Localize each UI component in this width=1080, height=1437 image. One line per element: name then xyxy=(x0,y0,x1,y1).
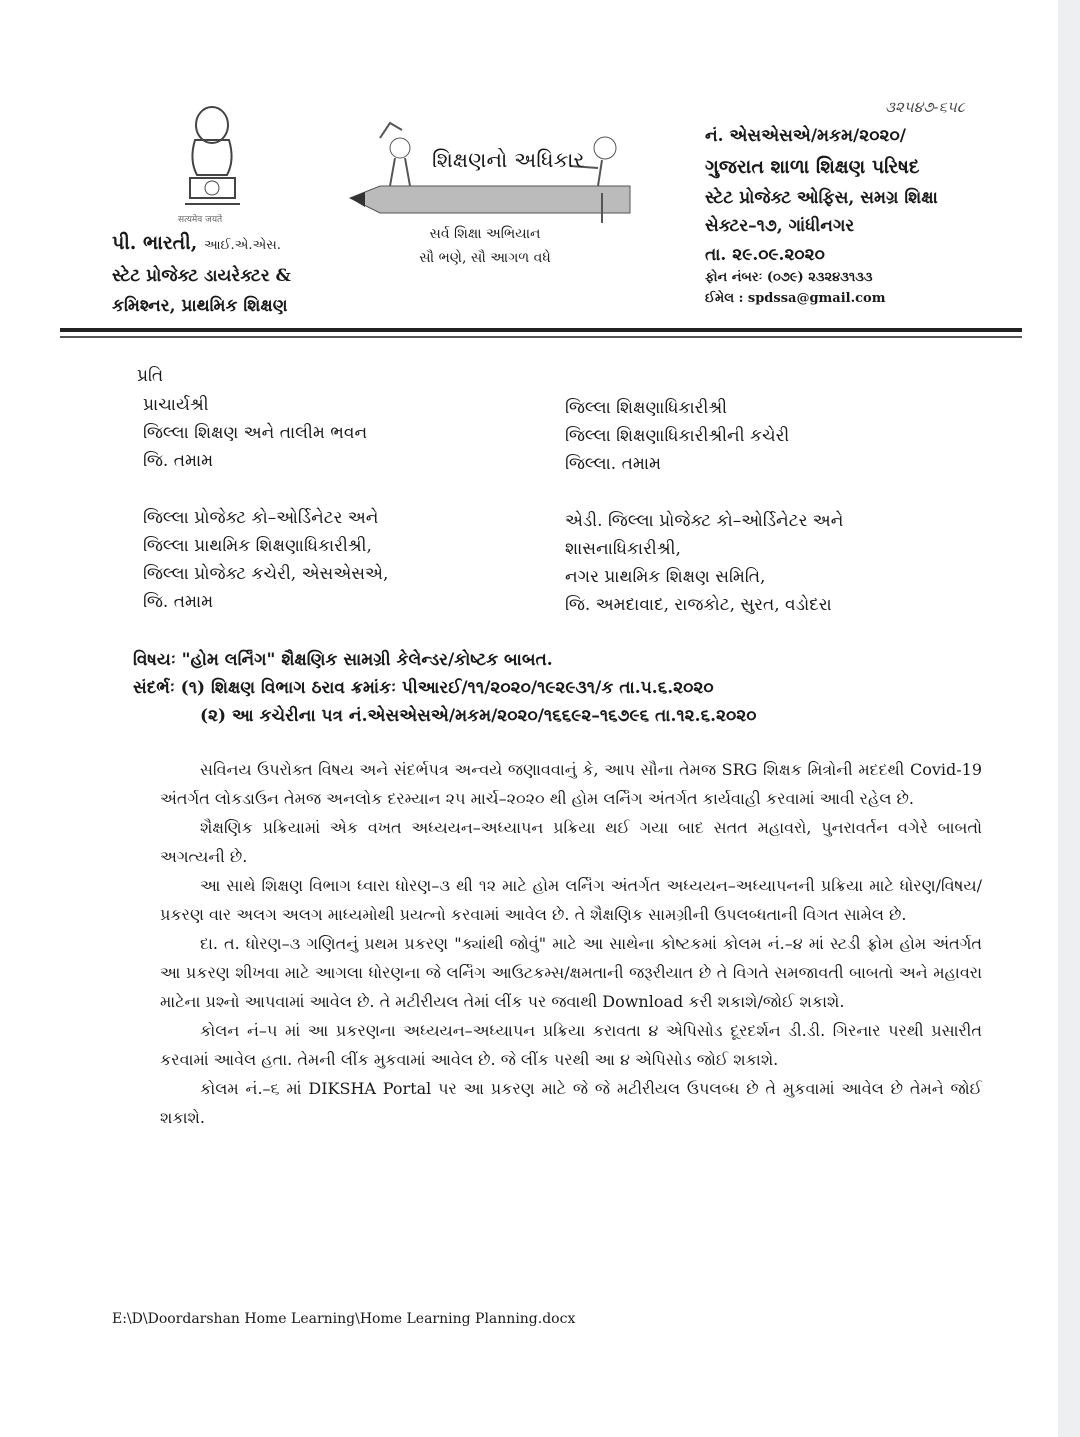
prati-label: પ્રતિ xyxy=(137,366,164,386)
reference-line-1: સંદર્ભઃ (૧) શિક્ષણ વિભાગ ઠરાવ ક્રમાંકઃ પીઆરઈ/૧૧/૨૦૨૦/૧૯૨૯૩૧/ક તા.૫.૬.૨૦૨૦ xyxy=(133,678,714,698)
recipient-line: પ્રાચાર્યશ્રી xyxy=(143,395,209,415)
recipient-block-2 xyxy=(565,394,789,478)
designation-line2: કમિશ્નર, પ્રાથમિક શિક્ષણ xyxy=(112,296,288,316)
slogan-line2: સૌ ભણે, સૌ આગળ વધે xyxy=(419,250,551,266)
recipient-line: જિલ્લા શિક્ષણ અને તાલીમ ભવન xyxy=(143,423,368,443)
reference-line-2: (૨) આ કચેરીના પત્ર નં.એસએસએ/મકમ/૨૦૨૦/૧૬૬૯૨–૧૬૭૯૬ તા.૧૨.૬.૨૦૨૦ xyxy=(200,706,757,726)
office-name: સ્ટેટ પ્રોજેક્ટ ઓફિસ, સમગ્ર શિક્ષા xyxy=(705,188,938,208)
page-edge xyxy=(1058,0,1080,1437)
recipient-line: જિલ્લા પ્રોજેક્ટ કો–ઓર્ડિનેટર અને xyxy=(143,508,379,528)
letter-date: તા. ૨૯.૦૯.૨૦૨૦ xyxy=(705,245,825,265)
recipient-line: જિ. અમદાવાદ, રાજકોટ, સુરત, વડોદરા xyxy=(565,595,832,615)
email-address: ઈમેલ : spdssa@gmail.com xyxy=(705,291,886,306)
recipient-block-4 xyxy=(565,507,843,619)
header-divider xyxy=(60,328,1022,332)
handwritten-inward-number: ૩૨૫૪૭-૬૫૮ xyxy=(885,98,965,116)
logo-title: શિક્ષણનો અધિકાર xyxy=(432,148,585,172)
body-paragraph: આ સાથે શિક્ષણ વિભાગ ધ્વારા ધોરણ–૩ થી ૧૨ માટે હોમ લર્નિંગ અંતર્ગત અધ્યયન–અધ્યાપનની પ્રક્રિયા માટે ધોરણ/વિષય/પ્રકરણ વાર અલગ અલગ માધ્યમોથી પ્રયત્નો કરવામાં આવેલ છે. તે શૈક્ષણિક સામગ્રીની ઉપલબ્ધતાની વિગત સામેલ છે. xyxy=(160,876,982,924)
recipient-block-3 xyxy=(143,504,388,616)
recipient-line: જિલ્લા. તમામ xyxy=(565,454,662,474)
reference-number: નં. એસએસએ/મકમ/૨૦૨૦/ xyxy=(705,126,906,146)
subject-line: વિષયઃ "હોમ લર્નિંગ" શૈક્ષણિક સામગ્રી કેલેન્ડર/કોષ્ટક બાબત. xyxy=(133,650,553,670)
ssa-pencil-logo xyxy=(340,118,640,228)
letter-body xyxy=(160,755,982,1132)
recipient-line: શાસનાધિકારીશ્રી, xyxy=(565,539,681,559)
recipient-block-1 xyxy=(143,391,367,475)
recipient-line: એડી. જિલ્લા પ્રોજેક્ટ કો–ઓર્ડિનેટર અને xyxy=(565,511,844,531)
recipient-line: નગર પ્રાથમિક શિક્ષણ સમિતિ, xyxy=(565,567,766,587)
body-paragraph: કોલન નં–૫ માં આ પ્રકરણના અધ્યયન–અધ્યાપન પ્રક્રિયા કરાવતા ૪ એપિસોડ દૂરદર્શન ડી.ડી. ગિરનાર પરથી પ્રસારીત કરવામાં આવેલ હતા. તેમની લીંક મુકવામાં આવેલ છે. જે લીંક પરથી આ ૪ એપિસોડ જોઈ શકાશે. xyxy=(160,1021,982,1069)
body-paragraph: કોલમ નં.–૬ માં DIKSHA Portal પર આ પ્રકરણ માટે જે જે મટીરીયલ ઉપલબ્ધ છે તે મુકવામાં આવેલ છે તેમને જોઈ શકાશે. xyxy=(160,1079,982,1127)
office-address: સેક્ટર–૧૭, ગાંધીનગર xyxy=(705,216,855,236)
recipient-line: જિલ્લા પ્રાથમિક શિક્ષણાધિકારીશ્રી, xyxy=(143,536,372,556)
body-paragraph: દા. ત. ધોરણ–૩ ગણિતનું પ્રથમ પ્રકરણ "ક્યાંથી જોવું" માટે આ સાથેના કોષ્ટકમાં કોલમ નં.–૪ માં સ્ટડી ફ્રોમ હોમ અંતર્ગત આ પ્રકરણ શીખવા માટે આગલા ધોરણના જે લર્નિંગ આઉટકમ્સ/ક્ષમતાની જરૂરીયાત છે તે વિગતે સમજાવતી બાબતો અને મહાવરા માટેના પ્રશ્નો આપવામાં આવેલ છે. તે મટીરીયલ તેમાં લીંક પર જવાથી Download કરી શકાશે/જોઈ શકાશે. xyxy=(160,934,982,1011)
recipient-line: જિ. તમામ xyxy=(143,451,214,471)
recipient-line: જિ. તમામ xyxy=(143,592,214,612)
recipient-line: જિલ્લા શિક્ષણાધિકારીશ્રીની કચેરી xyxy=(565,426,790,446)
file-path-footer: E:\D\Doordarshan Home Learning\Home Learning Planning.docx xyxy=(112,1311,576,1327)
slogan-line1: સર્વ શિક્ષા અભિયાન xyxy=(429,226,541,242)
recipient-line: જિલ્લા શિક્ષણાધિકારીશ્રી xyxy=(565,398,728,418)
body-paragraph: શૈક્ષણિક પ્રક્રિયામાં એક વખત અધ્યયન–અધ્યાપન પ્રક્રિયા થઈ ગયા બાદ સતત મહાવરો, પુનરાવર્તન વગેરે બાબતો અગત્યની છે. xyxy=(160,818,982,866)
header-divider-thin xyxy=(60,336,1022,338)
designation-line1: સ્ટેટ પ્રોજેક્ટ ડાયરેક્ટર & xyxy=(112,266,291,286)
organization-name: ગુજરાત શાળા શિક્ષણ પરિષદ xyxy=(705,156,920,178)
recipient-line: જિલ્લા પ્રોજેક્ટ કચેરી, એસએસએ, xyxy=(143,564,389,584)
body-paragraph: સવિનય ઉપરોક્ત વિષય અને સંદર્ભપત્ર અન્વયે જણાવવાનું કે, આપ સૌના તેમજ SRG શિક્ષક મિત્રોની મદદથી Covid-19 અંતર્ગત લોકડાઉન તેમજ અનલોક દરમ્યાન ૨૫ માર્ચ–૨૦૨૦ થી હોમ લર્નિંગ અંતર્ગત કાર્યવાહી કરવામાં આવી રહેલ છે. xyxy=(160,760,982,808)
phone-number: ફોન નંબરઃ (૦૭૯) ૨૩૨૪૩૧૩૩ xyxy=(705,270,873,285)
national-emblem-icon xyxy=(175,100,250,215)
emblem-motto: सत्यमेव जयते xyxy=(178,215,223,225)
officer-name: પી. ભારતી, આઈ.એ.એસ. xyxy=(112,232,281,254)
